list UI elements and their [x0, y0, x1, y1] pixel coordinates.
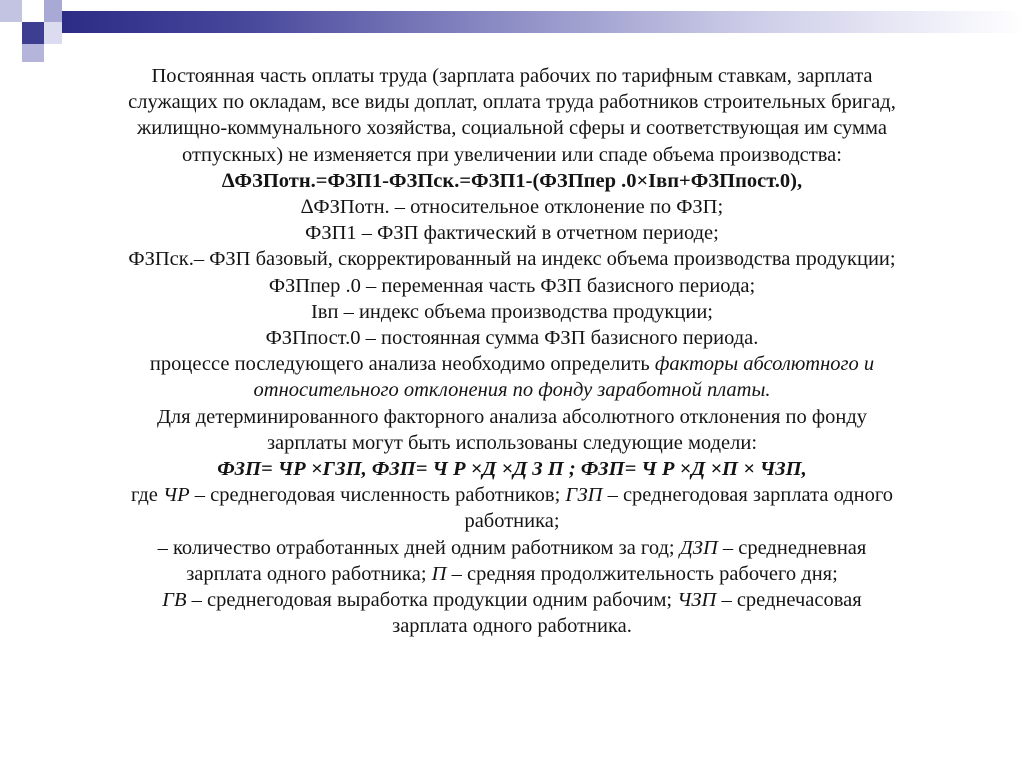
text-line: ∆ФЗПотн. – относительное отклонение по ФЗП;	[300, 196, 724, 219]
text-line: Для детерминированного факторного анализа абсолютного отклонения по фонду	[156, 405, 868, 428]
text-line: Постоянная часть оплаты труда (зарплата рабочих по тарифным ставкам, зарплата	[151, 65, 873, 87]
slide-header-decoration	[0, 0, 1024, 44]
formula-line: ФЗП= ЧР ×ГЗП, ФЗП= Ч Р ×Д ×Д З П ; ФЗП= Ч Р ×Д ×П × ЧЗП,	[217, 458, 807, 481]
decor-square	[22, 44, 44, 62]
text-line: ФЗП1 – ФЗП фактический в отчетном периоде;	[305, 222, 719, 245]
text-line	[20, 535, 1004, 561]
text-line	[20, 351, 1004, 377]
text-line: жилищно-коммунального хозяйства, социальной сферы и соответствующая им сумма	[137, 117, 887, 140]
text-segment: – количество отработанных дней одним работником за год;	[157, 536, 680, 559]
decor-square	[0, 22, 22, 44]
italic-segment: ЧР	[163, 484, 190, 507]
text-line: Iвп – индекс объема производства продукции;	[310, 300, 714, 323]
text-line: служащих по окладам, все виды доплат, оплата труда работников строительных бригад,	[128, 91, 896, 114]
italic-segment: факторы абсолютного и	[654, 353, 875, 376]
text-segment: где	[130, 484, 164, 507]
text-line: ФЗПск.– ФЗП базовый, скорректированный на индекс объема производства продукции;	[128, 248, 896, 271]
italic-segment: ГВ	[162, 589, 187, 612]
text-line: ФЗПпост.0 – постоянная сумма ФЗП базисного периода.	[265, 327, 759, 350]
text-segment: – среднегодовая численность работников;	[189, 484, 566, 507]
text-line: зарплата одного работника.	[392, 615, 632, 638]
text-segment: – среднедневная	[717, 536, 867, 559]
text-segment: – среднегодовая выработка продукции одним рабочим;	[186, 589, 678, 612]
text-line: работника;	[464, 510, 560, 533]
decor-square	[22, 0, 44, 22]
decor-square	[44, 0, 62, 22]
text-line: зарплаты могут быть использованы следующие модели:	[266, 431, 758, 454]
text-segment: зарплата одного работника;	[186, 562, 432, 585]
text-segment: процессе последующего анализа необходимо определить	[149, 353, 655, 376]
italic-segment: ГЗП	[565, 484, 603, 507]
decor-square	[0, 0, 22, 22]
header-gradient-bar	[62, 11, 1024, 33]
text-line: отпускных) не изменяется при увеличении или спаде объема производства:	[182, 143, 842, 166]
text-line	[20, 587, 1004, 613]
text-line	[20, 482, 1004, 508]
italic-segment: П	[431, 562, 447, 585]
italic-segment: ЧЗП	[677, 589, 717, 612]
formula-line: ∆ФЗПотн.=ФЗП1-ФЗПск.=ФЗП1-(ФЗПпер .0×Iвп+ФЗПпост.0),	[221, 169, 803, 192]
text-segment: – среднечасовая	[716, 589, 862, 612]
text-line	[20, 561, 1004, 587]
text-line: относительного отклонения по фонду заработной платы.	[253, 379, 771, 402]
text-segment: – среднегодовая зарплата одного	[602, 484, 894, 507]
decor-square	[22, 22, 44, 44]
italic-segment: ДЗП	[679, 536, 718, 559]
text-segment: – средняя продолжительность рабочего дня;	[446, 562, 838, 585]
text-line: ФЗПпер .0 – переменная часть ФЗП базисного периода;	[268, 274, 756, 297]
slide-body-text	[20, 63, 1004, 639]
decor-square	[44, 22, 62, 44]
